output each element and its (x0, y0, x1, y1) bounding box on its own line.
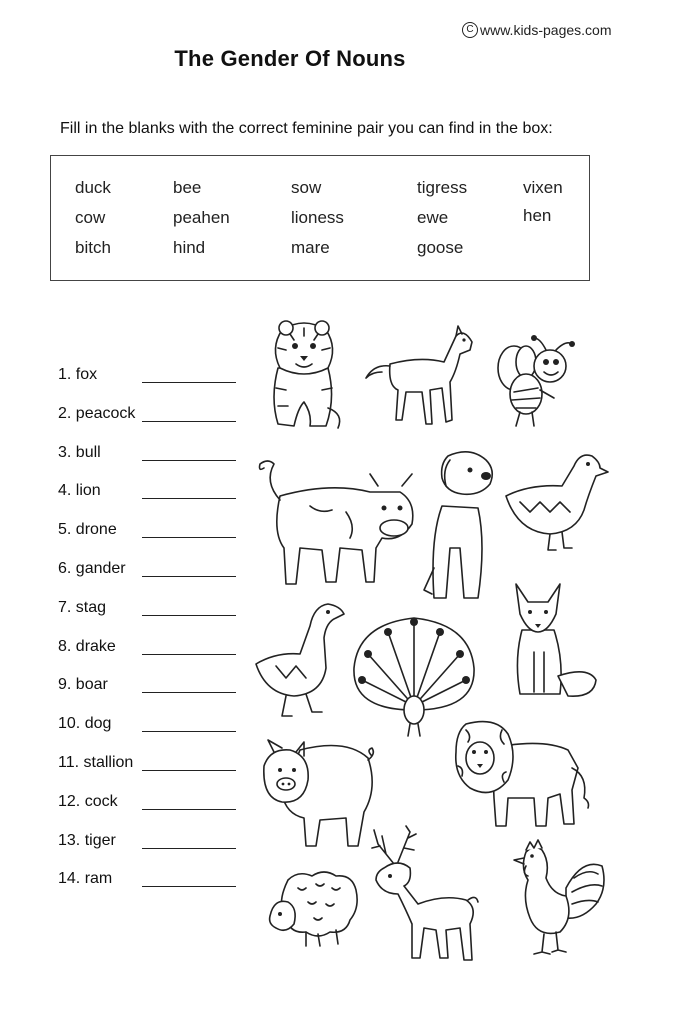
answer-blank[interactable] (142, 692, 236, 693)
question-label: 2. peacock (58, 404, 136, 422)
copyright-notice (462, 22, 612, 38)
question-row (58, 521, 258, 560)
word-box-word: cow (75, 208, 106, 227)
question-row (58, 754, 258, 793)
word-box-word: lioness (291, 208, 344, 227)
question-row (58, 832, 258, 871)
answer-blank[interactable] (142, 576, 236, 577)
word-box-word: sow (291, 178, 322, 197)
word-box-word: duck (75, 178, 111, 197)
word-box (50, 155, 590, 281)
question-row (58, 444, 258, 483)
fox-illustration (508, 580, 598, 700)
answer-blank[interactable] (142, 809, 236, 810)
word-box-word: bitch (75, 238, 111, 257)
word-box-word: ewe (417, 208, 449, 227)
dog-illustration (420, 448, 500, 602)
duck-illustration (500, 446, 610, 556)
question-row (58, 715, 258, 754)
word-box-word: hind (173, 238, 206, 257)
word-box-word: goose (417, 238, 464, 257)
sheep-illustration (268, 868, 360, 948)
word-box-word: mare (291, 238, 330, 257)
question-row (58, 405, 258, 444)
question-label: 7. stag (58, 598, 107, 616)
question-row (58, 676, 258, 715)
question-label: 12. cock (58, 792, 118, 810)
question-row (58, 482, 258, 521)
horse-illustration (360, 320, 480, 436)
question-label: 3. bull (58, 443, 101, 461)
question-label: 1. fox (58, 366, 98, 383)
question-row (58, 366, 258, 405)
question-row (58, 870, 258, 909)
question-row (58, 599, 258, 638)
question-label: 11. stallion (58, 753, 134, 771)
copyright-text: www.kids-pages.com (480, 22, 612, 38)
word-box-word: vixen (523, 178, 563, 197)
tiger-illustration (264, 318, 344, 432)
answer-blank[interactable] (142, 498, 236, 499)
bee-illustration (494, 332, 584, 430)
question-label: 8. drake (58, 637, 116, 655)
question-label: 14. ram (58, 870, 113, 888)
answer-blank[interactable] (142, 770, 236, 771)
page-title: The Gender Of Nouns (174, 46, 406, 71)
question-row (58, 560, 258, 599)
answer-blank[interactable] (142, 731, 236, 732)
answer-blank[interactable] (142, 654, 236, 655)
copyright-icon: C (462, 22, 478, 38)
pig-illustration (260, 738, 378, 850)
answer-blank[interactable] (142, 382, 236, 383)
word-box-word: bee (173, 178, 202, 197)
word-box-word: hen (523, 206, 552, 225)
answer-blank[interactable] (142, 615, 236, 616)
word-box-word: peahen (173, 208, 230, 227)
stag-illustration (370, 824, 480, 964)
question-label: 10. dog (58, 715, 112, 733)
lion-illustration (452, 718, 592, 830)
rooster-illustration (512, 838, 608, 958)
answer-blank[interactable] (142, 537, 236, 538)
answer-blank[interactable] (142, 421, 236, 422)
question-row (58, 793, 258, 832)
question-label: 5. drone (58, 521, 117, 539)
question-label: 13. tiger (58, 831, 116, 849)
bull-illustration (250, 452, 420, 588)
answer-blank[interactable] (142, 460, 236, 461)
question-list (58, 366, 258, 909)
answer-blank[interactable] (142, 848, 236, 849)
question-row (58, 638, 258, 677)
question-label: 6. gander (58, 559, 126, 577)
question-label: 4. lion (58, 482, 101, 500)
question-label: 9. boar (58, 676, 108, 694)
goose-illustration (252, 598, 348, 722)
word-box-word: tigress (417, 178, 468, 197)
answer-blank[interactable] (142, 886, 236, 887)
instruction-text: Fill in the blanks with the correct feminine pair you can find in the box: (60, 120, 553, 137)
